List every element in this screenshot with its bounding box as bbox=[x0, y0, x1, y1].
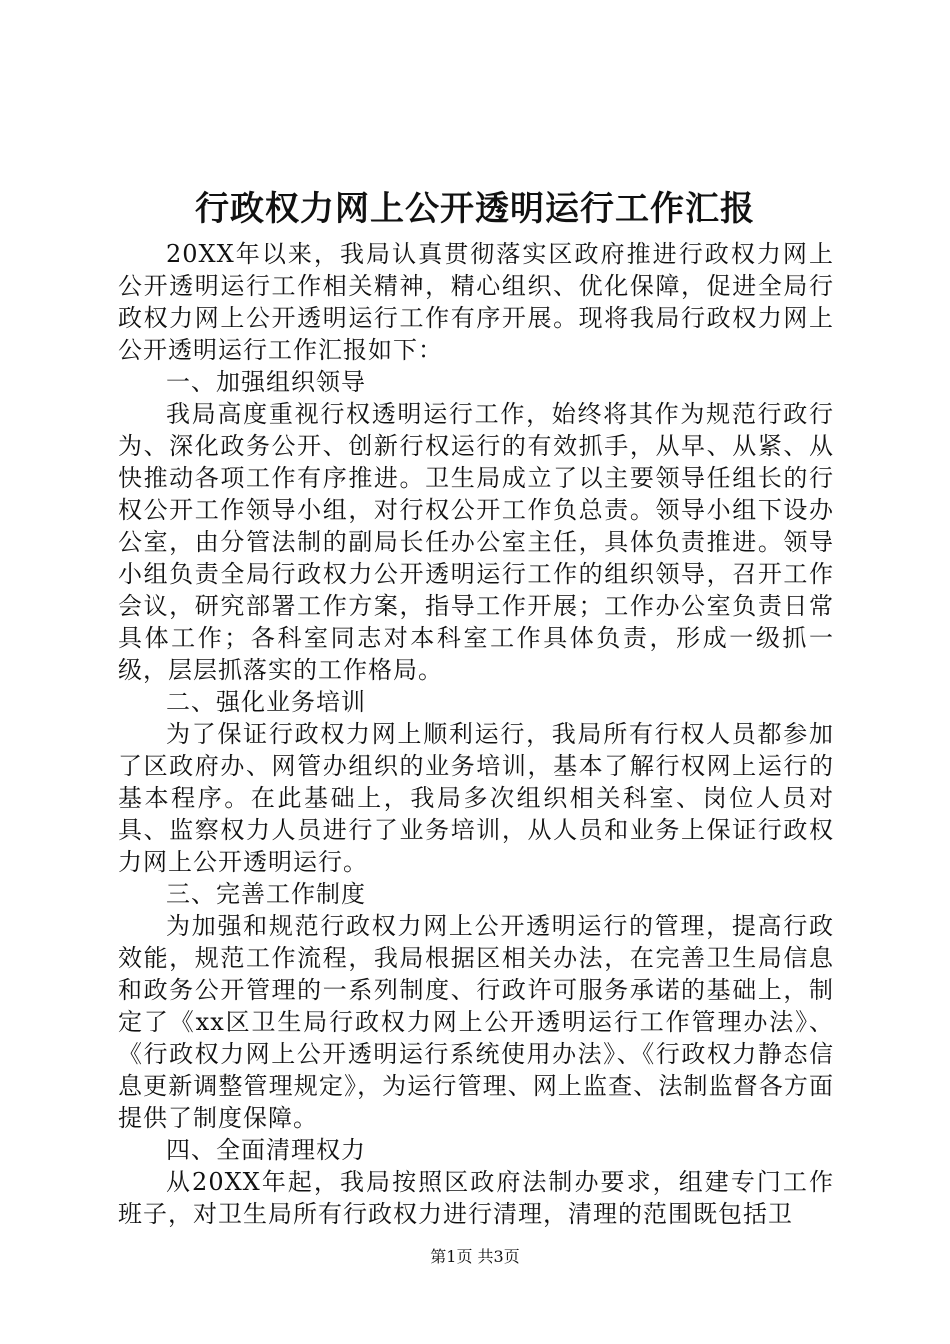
section-heading-2: 二、强化业务培训 bbox=[166, 688, 366, 716]
paragraph-intro: 20XX年以来，我局认真贯彻落实区政府推进行政权力网上公开透明运行工作相关精神，精心组织、优化保障，促进全局行政权力网上公开透明运行工作有序开展。现将我局行政权力网上公开透明运行工作汇报如下： bbox=[118, 240, 834, 364]
paragraph-section-2: 为了保证行政权力网上顺利运行，我局所有行权人员都参加了区政府办、网管办组织的业务培训，基本了解行权网上运行的基本程序。在此基础上，我局多次组织相关科室、岗位人员对具、监察权力人员进行了业务培训，从人员和业务上保证行政权力网上公开透明运行。 bbox=[118, 720, 834, 876]
section-heading-1: 一、加强组织领导 bbox=[166, 368, 366, 396]
section-heading-4: 四、全面清理权力 bbox=[166, 1136, 366, 1164]
document-body bbox=[118, 238, 834, 1230]
document-title: 行政权力网上公开透明运行工作汇报 bbox=[195, 189, 755, 229]
paragraph-section-3: 为加强和规范行政权力网上公开透明运行的管理，提高行政效能，规范工作流程，我局根据区相关办法，在完善卫生局信息和政务公开管理的一系列制度、行政许可服务承诺的基础上，制定了《xx区卫生局行政权力网上公开透明运行工作管理办法》、《行政权力网上公开透明运行系统使用办法》、《行政权力静态信息更新调整管理规定》，为运行管理、网上监查、法制监督各方面提供了制度保障。 bbox=[118, 912, 834, 1132]
paragraph-section-1: 我局高度重视行权透明运行工作，始终将其作为规范行政行为、深化政务公开、创新行权运行的有效抓手，从早、从紧、从快推动各项工作有序推进。卫生局成立了以主要领导任组长的行权公开工作领导小组，对行权公开工作负总责。领导小组下设办公室，由分管法制的副局长任办公室主任，具体负责推进。领导小组负责全局行政权力公开透明运行工作的组织领导，召开工作会议，研究部署工作方案，指导工作开展；工作办公室负责日常具体工作；各科室同志对本科室工作具体负责，形成一级抓一级，层层抓落实的工作格局。 bbox=[118, 400, 834, 684]
paragraph-section-4: 从20XX年起，我局按照区政府法制办要求，组建专门工作班子，对卫生局所有行政权力进行清理，清理的范围既包括卫 bbox=[118, 1168, 834, 1228]
section-heading-3: 三、完善工作制度 bbox=[166, 880, 366, 908]
page-footer: 第1页 共3页 bbox=[430, 1247, 520, 1266]
